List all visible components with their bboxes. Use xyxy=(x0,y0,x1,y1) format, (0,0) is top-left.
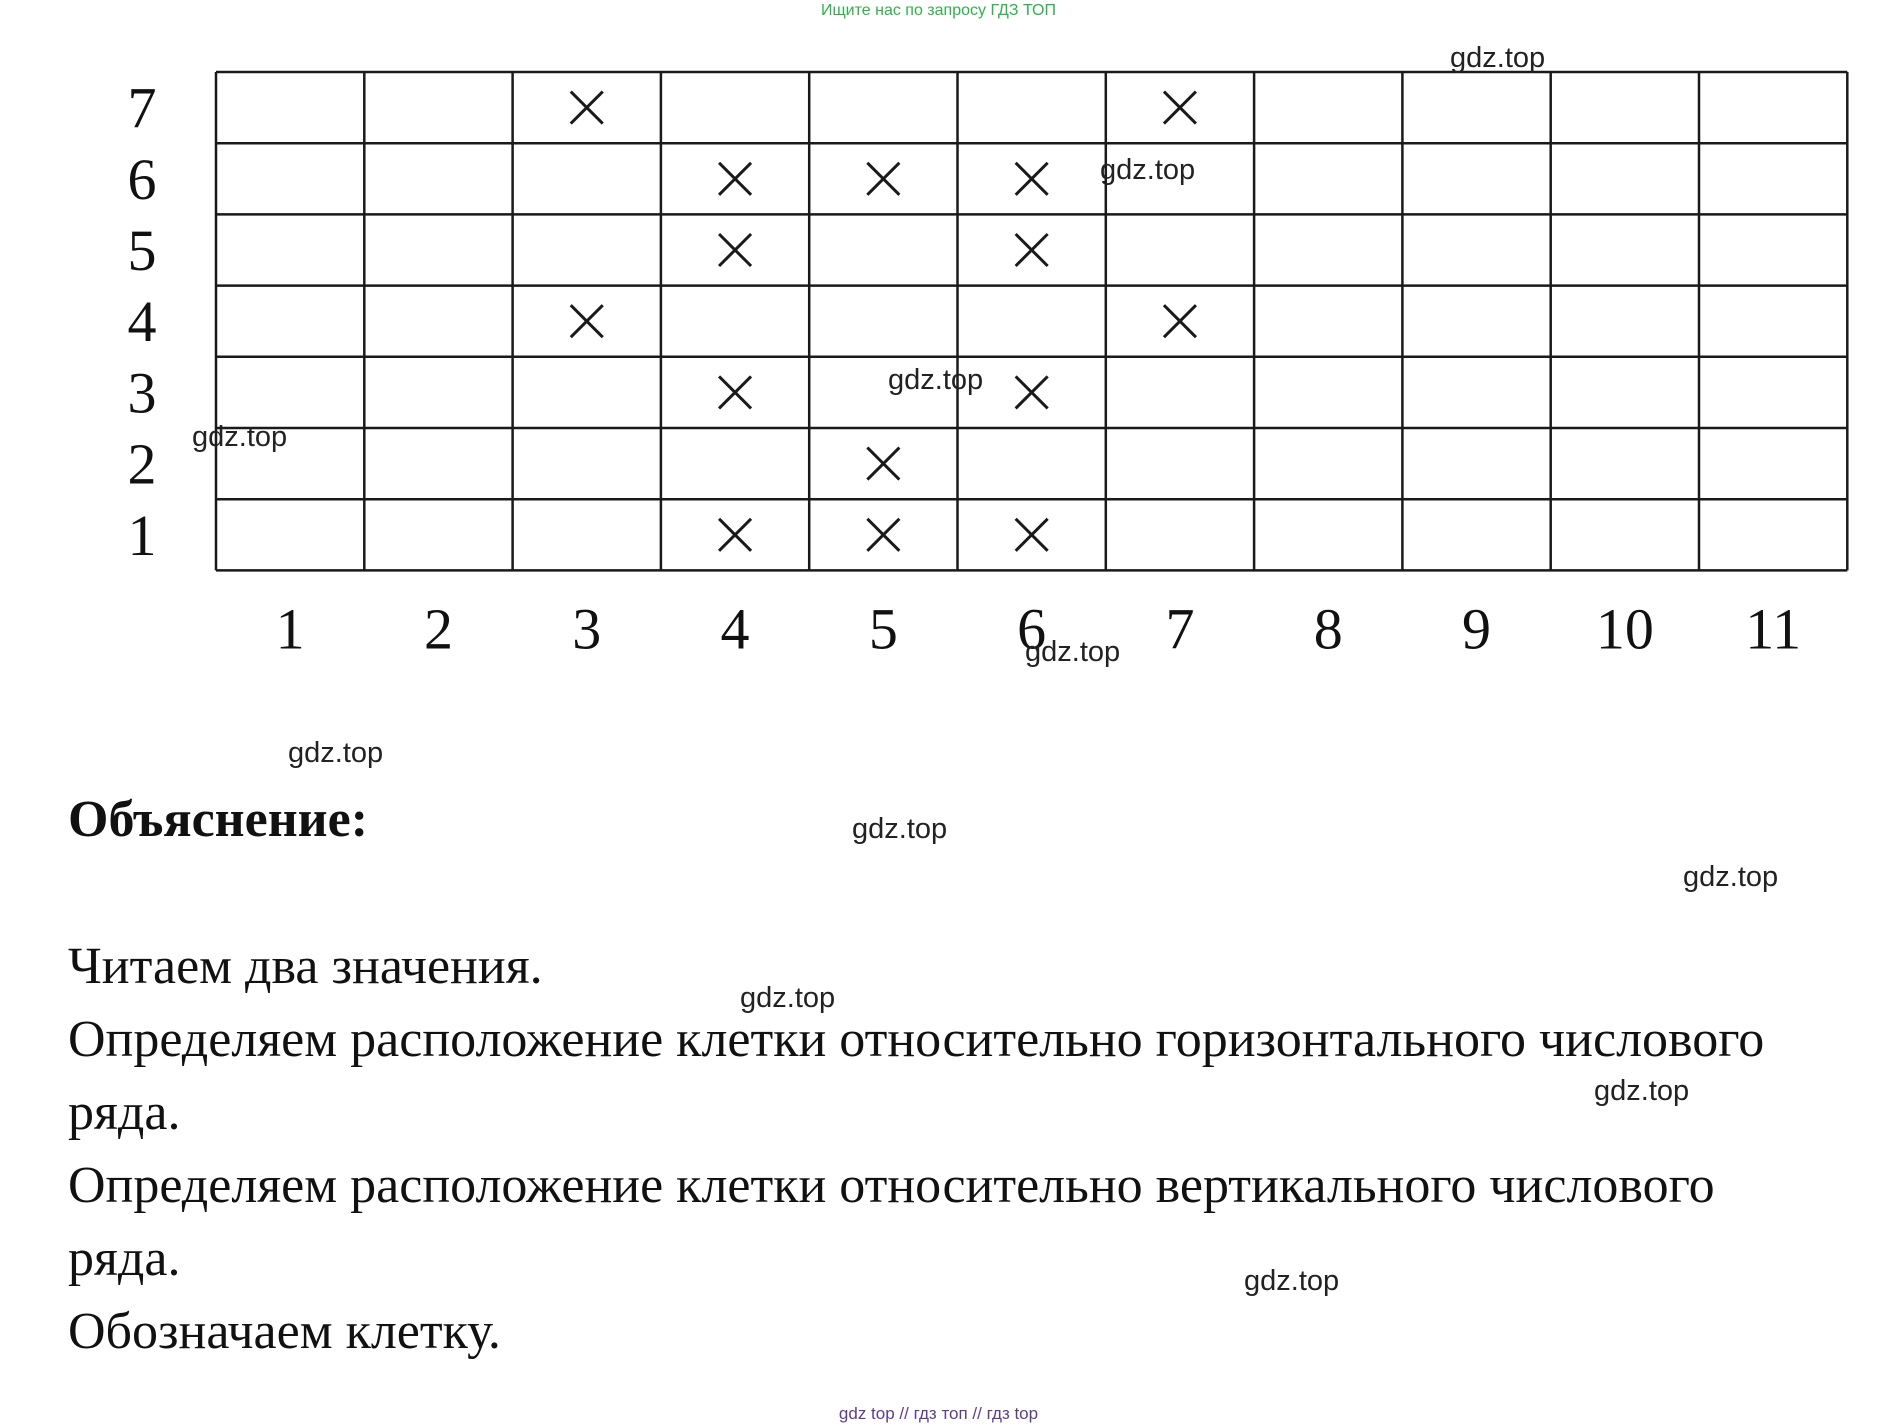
cross-mark xyxy=(719,234,751,266)
y-axis-label: 6 xyxy=(127,146,157,212)
cross-mark xyxy=(1164,305,1196,337)
cross-mark xyxy=(719,163,751,195)
cross-mark xyxy=(571,305,603,337)
y-axis-label: 1 xyxy=(127,502,157,568)
watermark: gdz.top xyxy=(1100,154,1196,186)
explanation-line: Определяем расположение клетки относительно вертикального числового ряда. xyxy=(68,1157,1715,1287)
y-axis-label: 4 xyxy=(127,289,157,355)
x-axis-label: 1 xyxy=(275,596,305,662)
watermark: gdz.top xyxy=(888,364,984,396)
x-axis-label: 8 xyxy=(1313,596,1343,662)
cross-mark xyxy=(867,163,899,195)
cross-mark xyxy=(1016,519,1048,551)
x-axis-label: 2 xyxy=(423,596,453,662)
x-axis-label: 7 xyxy=(1165,596,1195,662)
cross-mark xyxy=(1016,234,1048,266)
watermark: gdz.top xyxy=(1025,636,1121,668)
watermark: gdz.top xyxy=(1450,42,1546,74)
watermark: gdz.top xyxy=(288,737,384,769)
cross-mark xyxy=(1164,92,1196,124)
footer-links: gdz top // гдз топ // гдз top xyxy=(838,1404,1039,1423)
explanation-line: Читаем два значения. xyxy=(68,938,543,995)
watermark: gdz.top xyxy=(1683,861,1779,893)
search-banner: Ищите нас по запросу ГДЗ ТОП xyxy=(821,2,1056,19)
y-axis-label: 3 xyxy=(127,360,157,426)
x-axis-label: 3 xyxy=(572,596,602,662)
y-axis-label: 5 xyxy=(127,218,157,283)
cross-mark xyxy=(571,92,603,124)
cross-mark xyxy=(1016,163,1048,195)
cross-mark xyxy=(719,519,751,551)
explanation-text xyxy=(68,930,1828,1368)
x-axis-label: 10 xyxy=(1595,596,1654,662)
watermark: gdz.top xyxy=(852,813,948,845)
explanation-line: Обозначаем клетку. xyxy=(68,1303,501,1360)
cross-mark xyxy=(867,448,899,480)
watermark: gdz.top xyxy=(740,982,836,1014)
coordinate-grid xyxy=(0,0,1877,680)
watermark: gdz.top xyxy=(1244,1265,1340,1297)
x-axis-label: 6 xyxy=(1017,596,1047,662)
watermark: gdz.top xyxy=(192,421,288,453)
watermark: gdz.top xyxy=(1594,1075,1690,1107)
x-axis-label: 4 xyxy=(720,596,750,662)
explanation-line: Определяем расположение клетки относительно горизонтального числового ряда. xyxy=(68,1011,1765,1141)
y-axis-label: 7 xyxy=(127,75,157,141)
cross-mark xyxy=(867,519,899,551)
explanation-heading: Объяснение: xyxy=(68,791,369,848)
y-axis-label: 2 xyxy=(127,431,157,497)
x-axis-label: 9 xyxy=(1462,596,1492,662)
cross-mark xyxy=(719,376,751,408)
x-axis-label: 5 xyxy=(868,596,898,662)
x-axis-label: 11 xyxy=(1745,596,1802,662)
cross-mark xyxy=(1016,376,1048,408)
